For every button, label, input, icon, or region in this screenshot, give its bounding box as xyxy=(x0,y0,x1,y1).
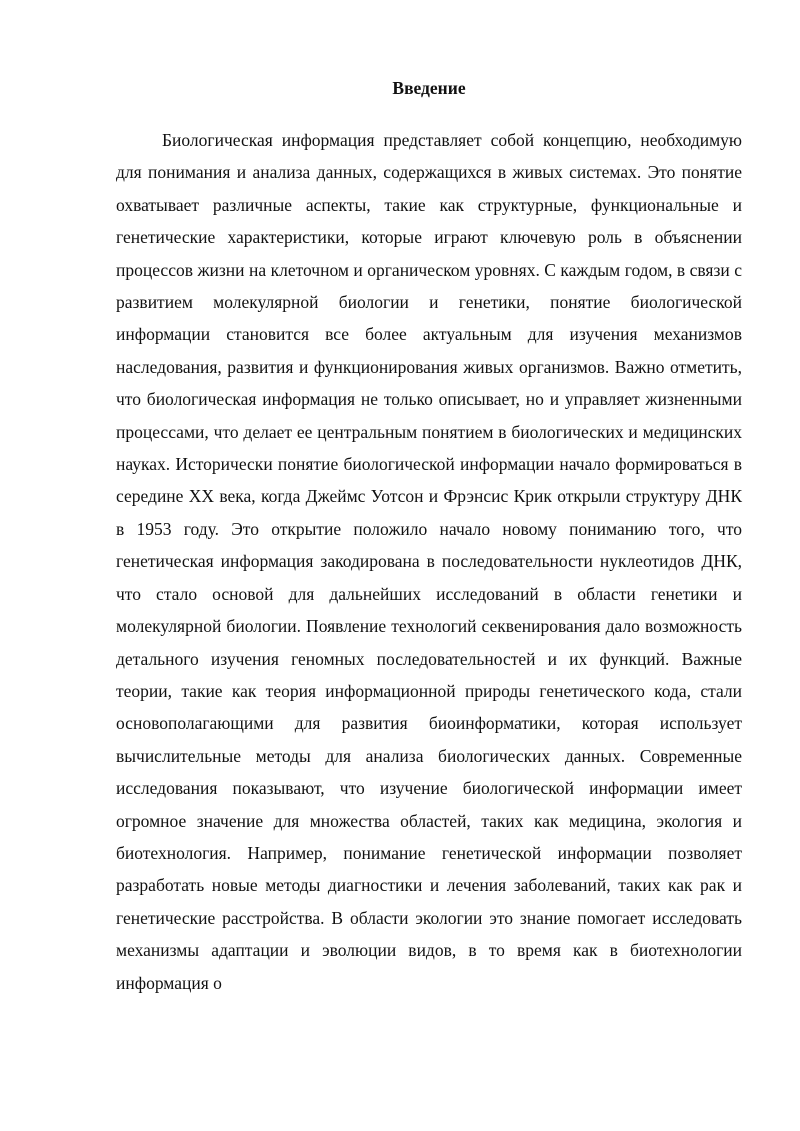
body-paragraph: Биологическая информация представляет собой концепцию, необходимую для понимания и анализа данных, содержащихся в живых системах. Это понятие охватывает различные аспекты, такие как структурные, функциональные и генетические характеристики, которые играют ключевую роль в объяснении процессов жизни на клеточном и органическом уровнях. С каждым годом, в связи с развитием молекулярной биологии и генетики, понятие биологической информации становится все более актуальным для изучения механизмов наследования, развития и функционирования живых организмов. Важно отметить, что биологическая информация не только описывает, но и управляет жизненными процессами, что делает ее центральным понятием в биологических и медицинских науках. Исторически понятие биологической информации начало формироваться в середине XX века, когда Джеймс Уотсон и Фрэнсис Крик открыли структуру ДНК в 1953 году. Это открытие положило начало новому пониманию того, что генетическая информация закодирована в последовательности нуклеотидов ДНК, что стало основой для дальнейших исследований в области генетики и молекулярной биологии. Появление технологий секвенирования дало возможность детального изучения геномных последовательностей и их функций. Важные теории, такие как теория информационной природы генетического кода, стали основополагающими для развития биоинформатики, которая использует вычислительные методы для анализа биологических данных. Современные исследования показывают, что изучение биологической информации имеет огромное значение для множества областей, таких как медицина, экология и биотехнология. Например, понимание генетической информации позволяет разработать новые методы диагностики и лечения заболеваний, таких как рак и генетические расстройства. В области экологии это знание помогает исследовать механизмы адаптации и эволюции видов, в то время как в биотехнологии информация о xyxy=(116,130,742,993)
document-heading: Введение xyxy=(392,78,466,98)
